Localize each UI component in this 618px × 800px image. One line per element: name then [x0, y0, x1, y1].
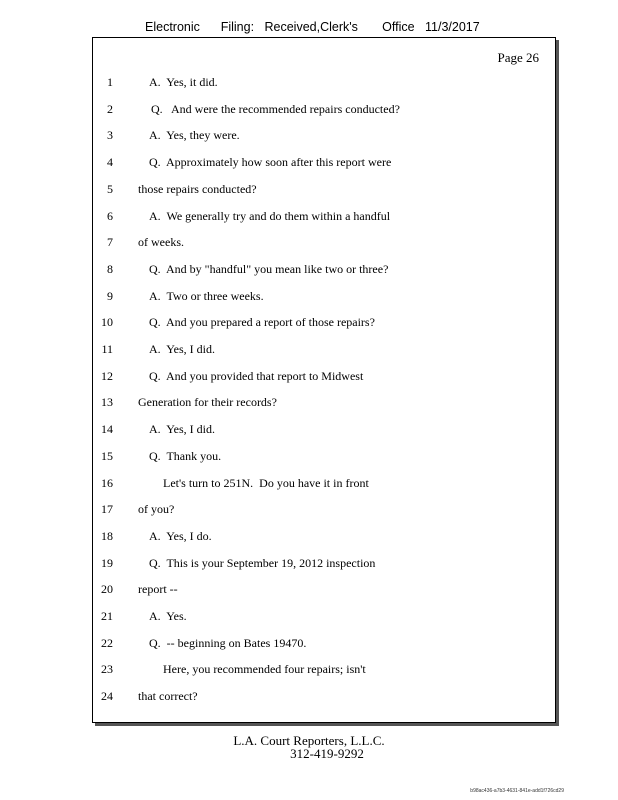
footer-company: L.A. Court Reporters, L.L.C. — [233, 733, 385, 748]
line-text: A. Yes. — [149, 609, 187, 623]
line-text: report -- — [138, 582, 178, 597]
line-text: those repairs conducted? — [138, 181, 257, 196]
line-number: 19 — [101, 555, 113, 570]
footer-phone: 312-419-9292 — [290, 746, 364, 761]
line-text: Q. This is your September 19, 2012 inspection — [149, 555, 376, 570]
line-text: A. Yes, they were. — [149, 128, 240, 143]
line-text: Let's turn to 251N. Do you have it in front — [163, 475, 369, 490]
line-text: A. We generally try and do them within a handful — [149, 208, 391, 223]
line-number: 9 — [107, 288, 113, 303]
line-number: 11 — [101, 342, 113, 356]
line-number: 21 — [101, 609, 113, 623]
line-number: 17 — [101, 502, 113, 517]
line-text: A. Two or three weeks. — [149, 288, 264, 303]
line-text: A. Yes, it did. — [149, 75, 218, 89]
line-text: A. Yes, I did. — [149, 422, 216, 437]
transcript-lines — [93, 38, 555, 722]
line-number: 13 — [101, 395, 113, 410]
line-number: 15 — [101, 448, 113, 463]
line-text: Q. And you provided that report to Midwest — [149, 368, 364, 383]
line-number: 4 — [107, 155, 113, 170]
line-number: 12 — [101, 368, 113, 383]
line-number: 16 — [101, 475, 113, 490]
line-text: Here, you recommended four repairs; isn't — [163, 662, 366, 677]
line-number: 1 — [107, 75, 113, 89]
line-number: 18 — [101, 528, 113, 543]
line-text: Q. And by "handful" you mean like two or three? — [149, 261, 389, 276]
line-text: A. Yes, I do. — [149, 528, 212, 543]
line-number: 6 — [107, 208, 113, 223]
line-text: Q. -- beginning on Bates 19470. — [149, 635, 307, 650]
line-text: Generation for their records? — [138, 395, 277, 410]
line-text: of you? — [138, 502, 175, 517]
line-text: of weeks. — [138, 235, 184, 250]
line-text: Q. And were the recommended repairs conducted? — [151, 101, 400, 116]
document-code: b98ac436-a7b3-4631-841e-add1f726cd29 — [470, 788, 564, 794]
line-number: 5 — [107, 181, 113, 196]
line-number: 3 — [107, 128, 113, 143]
line-text: Q. Thank you. — [149, 448, 222, 463]
line-number: 23 — [101, 662, 113, 677]
line-text: Q. And you prepared a report of those repairs? — [149, 315, 375, 330]
line-text: that correct? — [138, 689, 198, 704]
line-number: 10 — [101, 315, 113, 330]
filing-stamp: Electronic Filing: Received,Clerk's Office 11/3/2017 — [145, 20, 480, 34]
line-number: 14 — [101, 422, 113, 437]
line-number: 2 — [107, 101, 113, 116]
line-number: 20 — [101, 582, 113, 597]
line-number: 24 — [101, 689, 113, 704]
line-number: 8 — [107, 261, 113, 276]
page-number: Page 26 — [497, 50, 539, 65]
line-text: A. Yes, I did. — [149, 342, 216, 356]
line-number: 7 — [107, 235, 113, 250]
line-text: Q. Approximately how soon after this report were — [149, 155, 392, 170]
line-number: 22 — [101, 635, 113, 650]
transcript-page — [92, 37, 556, 723]
